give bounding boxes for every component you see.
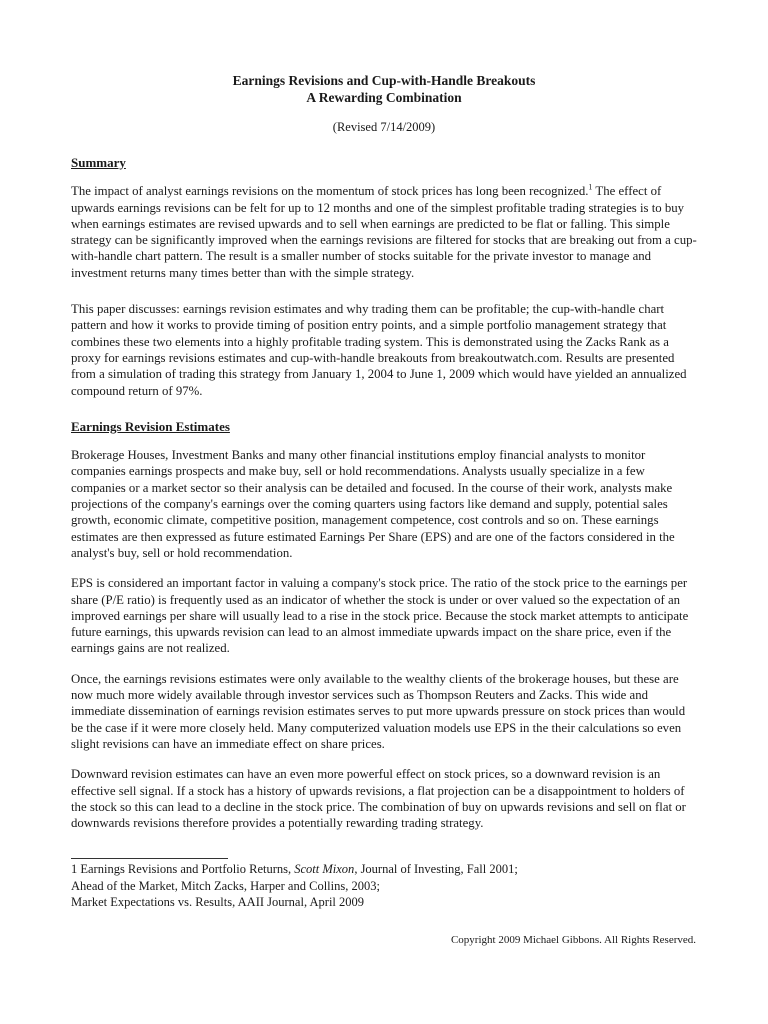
earnings-paragraph-1: Brokerage Houses, Investment Banks and many other financial institutions employ financial analysts to monitor companies earnings prospects and make buy, sell or hold recommendations. Analysts usually specialize in a few companies or a market sector so their analysis can be detailed and focused. In the course of their work, analysts make projections of the company's earnings over the coming quarters using factors like demand and supply, potential sales growth, economic climate, competitive position, management competence, cost controls and so on. These earnings estimates are then expressed as future estimated Earnings Per Share (EPS) and are one of the factors considered in the analyst's buy, sell or hold recommendation. [71,448,675,560]
title-block [0,72,768,135]
summary-paragraph-1 [71,183,697,281]
document-body [71,155,697,845]
earnings-paragraph-3: Once, the earnings revisions estimates were only available to the wealthy clients of the brokerage houses, but these are now much more widely available through investor services such as Thompson Reuters and Zacks. This wide and immediate dissemination of earnings revision estimates serves to put more upwards pressure on stock prices than would be the case if it were more closely held. Many computerized valuation models use EPS in the their calculations so even slight revisions can have an immediate effect on share prices. [71,671,686,751]
footnote-1-author: Scott Mixon [294,862,355,876]
footnote-line-1 [71,861,697,878]
summary-paragraph-2: This paper discusses: earnings revision estimates and why trading them can be profitable; the cup-with-handle chart pattern and how it works to provide timing of position entry points, and a simple portfolio management strategy that combines these two elements into a highly profitable trading system. This is demonstrated using the Zacks Rank as a proxy for earnings revisions estimates and cup-with-handle breakouts from breakoutwatch.com. Results are presented from a simulation of trading this strategy from January 1, 2004 to June 1, 2009 which would have yielded an annualized compound return of 97%. [71,302,687,398]
summary-p1-text: The impact of analyst earnings revisions on the momentum of stock prices has long been recognized. [71,184,589,199]
footnote-line-3: Market Expectations vs. Results, AAII Journal, April 2009 [71,895,365,909]
footnote-divider [71,858,228,859]
document-title: Earnings Revisions and Cup-with-Handle Breakouts [232,73,536,88]
footnote-line-2: Ahead of the Market, Mitch Zacks, Harper and Collins, 2003; [71,878,380,893]
summary-heading: Summary [71,155,126,170]
revision-date: (Revised 7/14/2009) [332,120,436,134]
earnings-heading: Earnings Revision Estimates [71,418,230,434]
earnings-paragraph-4: Downward revision estimates can have an even more powerful effect on stock prices, so a downward revision is an effective sell signal. If a stock has a history of upwards revisions, a flat projection can be a disappointment to holders of the stock so this can lead to a decline in the stock price. The combination of buy on upwards revisions and sell on flat or downwards revisions therefore provides a potentially rewarding trading strategy. [71,767,686,831]
document-subtitle: A Rewarding Combination [306,90,462,105]
footnote-marker: 1 [588,183,593,193]
footnote-1-text-cont: , Journal of Investing, Fall 2001; [354,862,518,876]
footnotes [71,858,697,911]
earnings-paragraph-2: EPS is considered an important factor in valuing a company's stock price. The ratio of the stock price to the earnings per share (P/E ratio) is frequently used as an indicator of whether the stock is under or over valued so the expectation of an improved earnings per share will usually lead to a rise in the stock price. Because the stock market attempts to anticipate future earnings, this upwards revision can lead to an almost immediate upwards impact on the share price, even if the earnings gains are not realized. [71,576,689,656]
summary-p1-text-cont: The effect of upwards earnings revisions can be felt for up to 12 months and one of the simplest profitable trading strategies is to buy when earnings estimates are revised upwards and to sell when earnings are predicted to be flat or falling. This simple strategy can be significantly improved when the earnings revisions are filtered for stocks that are breaking out from a cup-with-handle chart pattern. The result is a smaller number of stocks suitable for the private investor to manage and investment returns many times better than with the simple strategy. [71,184,697,280]
copyright-notice: Copyright 2009 Michael Gibbons. All Rights Reserved. [450,934,696,946]
footnote-1-text: 1 Earnings Revisions and Portfolio Returns, [71,862,295,876]
